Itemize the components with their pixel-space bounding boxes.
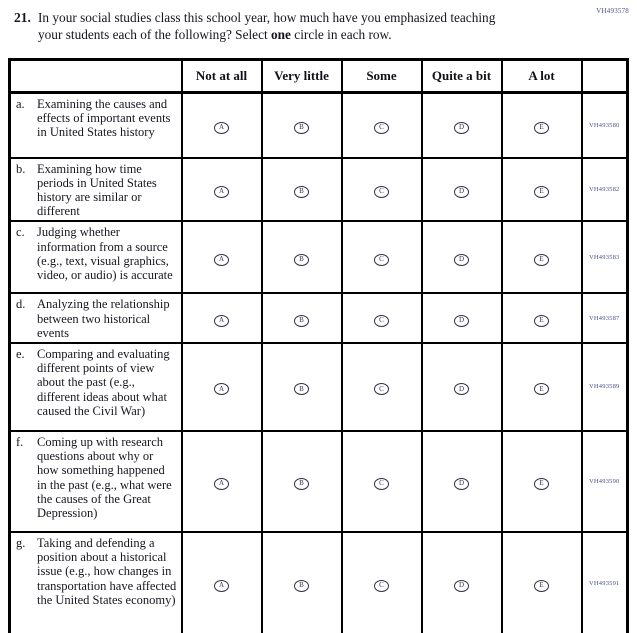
table-row	[10, 221, 628, 293]
option-cell-a-lot	[502, 93, 582, 158]
answer-bubble-e[interactable]: E	[534, 254, 549, 266]
answer-bubble-e[interactable]: E	[534, 478, 549, 490]
answer-bubble-d[interactable]: D	[454, 122, 469, 134]
item-cell	[10, 293, 182, 343]
item-cell	[10, 431, 182, 532]
row-text: Examining the causes and effects of important events in United States history	[37, 97, 171, 140]
option-cell-a-lot	[502, 343, 582, 431]
answer-bubble-c[interactable]: C	[374, 315, 389, 327]
answer-bubble-a[interactable]: A	[214, 383, 229, 395]
answer-bubble-c[interactable]: C	[374, 254, 389, 266]
question-block	[14, 10, 554, 43]
answer-bubble-a[interactable]: A	[214, 580, 229, 592]
option-cell-quite-a-bit	[422, 293, 502, 343]
option-cell-quite-a-bit	[422, 93, 502, 158]
answer-bubble-e[interactable]: E	[534, 186, 549, 198]
option-cell-quite-a-bit	[422, 158, 502, 222]
option-cell-some	[342, 343, 422, 431]
answer-bubble-c[interactable]: C	[374, 186, 389, 198]
question-bold-word: one	[271, 26, 291, 42]
code-column-header	[582, 60, 628, 93]
answer-bubble-b[interactable]: B	[294, 478, 309, 490]
row-text: Comparing and evaluating different points of view about the past (e.g., different ideas about what caused the Civil War)	[37, 346, 170, 418]
row-code: VH493583	[582, 221, 628, 293]
answer-bubble-c[interactable]: C	[374, 383, 389, 395]
option-cell-quite-a-bit	[422, 343, 502, 431]
option-cell-some	[342, 431, 422, 532]
answer-bubble-d[interactable]: D	[454, 315, 469, 327]
option-cell-very-little	[262, 532, 342, 633]
option-cell-quite-a-bit	[422, 221, 502, 293]
option-cell-some	[342, 221, 422, 293]
table-row	[10, 343, 628, 431]
option-cell-very-little	[262, 343, 342, 431]
option-cell-not-at-all	[182, 221, 262, 293]
option-cell-very-little	[262, 158, 342, 222]
row-code: VH493587	[582, 293, 628, 343]
option-cell-not-at-all	[182, 293, 262, 343]
item-cell	[10, 221, 182, 293]
question-text-part2: circle in each row.	[290, 26, 392, 42]
answer-bubble-e[interactable]: E	[534, 122, 549, 134]
question-number: 21.	[14, 10, 31, 25]
column-header-some: Some	[342, 60, 422, 93]
table-row	[10, 158, 628, 222]
item-cell	[10, 532, 182, 633]
question-text-part1: In your social studies class this school year, how much have you emphasized teaching your students each of the following? Select	[38, 10, 496, 42]
option-cell-very-little	[262, 93, 342, 158]
table-row	[10, 532, 628, 633]
option-cell-a-lot	[502, 532, 582, 633]
answer-bubble-b[interactable]: B	[294, 186, 309, 198]
option-cell-a-lot	[502, 158, 582, 222]
option-cell-some	[342, 293, 422, 343]
answer-bubble-b[interactable]: B	[294, 580, 309, 592]
answer-bubble-d[interactable]: D	[454, 254, 469, 266]
option-cell-some	[342, 532, 422, 633]
emphasis-table	[8, 58, 629, 633]
answer-bubble-b[interactable]: B	[294, 254, 309, 266]
item-cell	[10, 93, 182, 158]
answer-bubble-e[interactable]: E	[534, 580, 549, 592]
answer-bubble-e[interactable]: E	[534, 383, 549, 395]
column-header-very-little: Very little	[262, 60, 342, 93]
option-cell-a-lot	[502, 431, 582, 532]
answer-bubble-d[interactable]: D	[454, 186, 469, 198]
answer-bubble-b[interactable]: B	[294, 383, 309, 395]
table-row	[10, 293, 628, 343]
row-letter: d.	[16, 297, 26, 312]
column-header-not-at-all: Not at all	[182, 60, 262, 93]
row-letter: c.	[16, 225, 25, 240]
row-letter: f.	[16, 434, 24, 449]
option-cell-some	[342, 93, 422, 158]
row-code: VH493590	[582, 431, 628, 532]
row-text: Judging whether information from a source (e.g., text, visual graphics, video, or audio) is accurate	[37, 225, 173, 282]
row-letter: g.	[16, 535, 26, 550]
header-row	[10, 60, 628, 93]
answer-bubble-c[interactable]: C	[374, 580, 389, 592]
option-cell-some	[342, 158, 422, 222]
question-text	[38, 10, 518, 43]
answer-bubble-a[interactable]: A	[214, 315, 229, 327]
option-cell-a-lot	[502, 221, 582, 293]
option-cell-not-at-all	[182, 93, 262, 158]
form-code: VH493578	[596, 7, 629, 15]
option-cell-not-at-all	[182, 431, 262, 532]
option-cell-a-lot	[502, 293, 582, 343]
answer-bubble-d[interactable]: D	[454, 478, 469, 490]
column-header-quite-a-bit: Quite a bit	[422, 60, 502, 93]
option-cell-not-at-all	[182, 158, 262, 222]
row-text: Coming up with research questions about why or how something happened in the past (e.g., what were the causes of the Great Depression)	[37, 434, 172, 520]
row-text: Taking and defending a position about a historical issue (e.g., how changes in transportation have affected the United States economy)	[37, 535, 177, 607]
table-row	[10, 431, 628, 532]
answer-bubble-d[interactable]: D	[454, 383, 469, 395]
answer-bubble-a[interactable]: A	[214, 478, 229, 490]
answer-bubble-b[interactable]: B	[294, 315, 309, 327]
row-letter: b.	[16, 161, 26, 176]
row-code: VH493591	[582, 532, 628, 633]
row-text: Examining how time periods in United States history are similar or different	[37, 161, 157, 219]
row-letter: e.	[16, 346, 25, 361]
option-cell-quite-a-bit	[422, 532, 502, 633]
row-code: VH493582	[582, 158, 628, 222]
column-header-a-lot: A lot	[502, 60, 582, 93]
table-row	[10, 93, 628, 158]
answer-bubble-a[interactable]: A	[214, 254, 229, 266]
answer-bubble-e[interactable]: E	[534, 315, 549, 327]
option-cell-quite-a-bit	[422, 431, 502, 532]
option-cell-not-at-all	[182, 343, 262, 431]
row-code: VH493580	[582, 93, 628, 158]
answer-bubble-d[interactable]: D	[454, 580, 469, 592]
table-body	[10, 93, 628, 633]
answer-bubble-b[interactable]: B	[294, 122, 309, 134]
answer-bubble-c[interactable]: C	[374, 478, 389, 490]
item-cell	[10, 158, 182, 222]
option-cell-very-little	[262, 431, 342, 532]
option-cell-very-little	[262, 293, 342, 343]
answer-bubble-a[interactable]: A	[214, 122, 229, 134]
row-letter: a.	[16, 97, 25, 111]
answer-bubble-a[interactable]: A	[214, 186, 229, 198]
row-code: VH493589	[582, 343, 628, 431]
option-cell-not-at-all	[182, 532, 262, 633]
answer-bubble-c[interactable]: C	[374, 122, 389, 134]
option-cell-very-little	[262, 221, 342, 293]
corner-cell	[10, 60, 182, 93]
row-text: Analyzing the relationship between two historical events	[37, 297, 170, 340]
item-cell	[10, 343, 182, 431]
